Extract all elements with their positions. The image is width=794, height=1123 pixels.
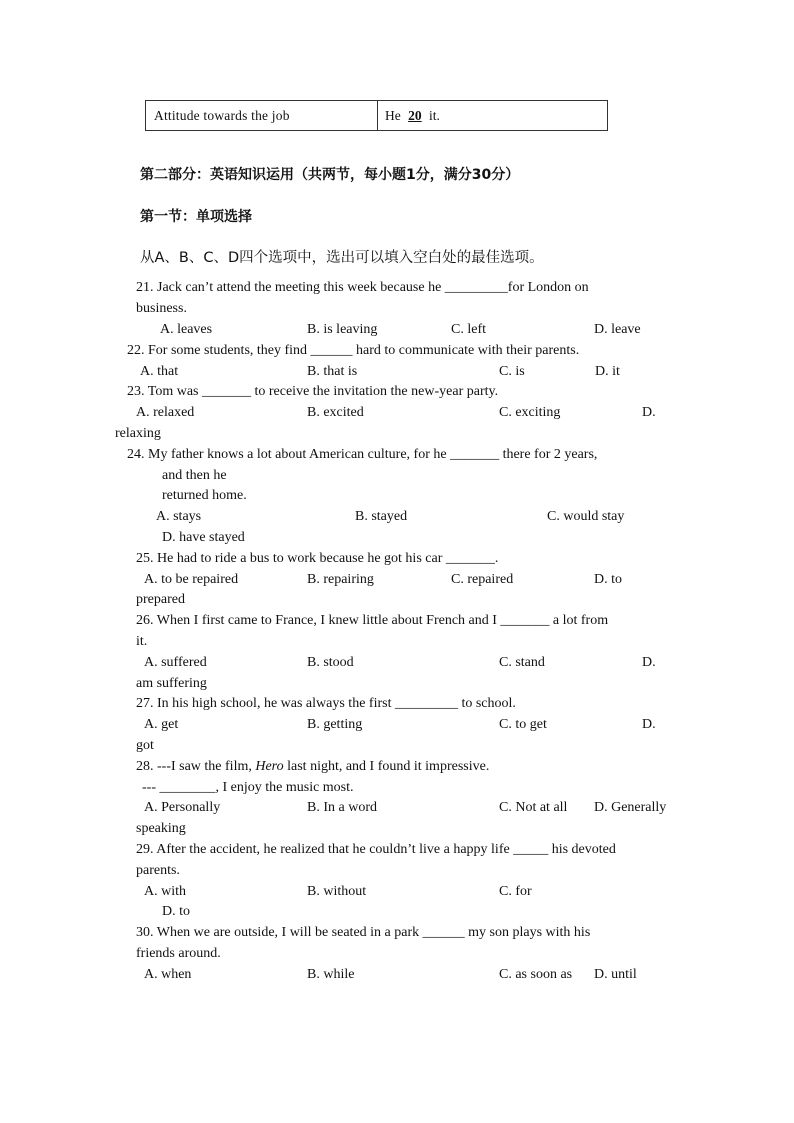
- q26-option-a: A. suffered: [144, 655, 207, 670]
- q22-option-d: D. it: [595, 364, 620, 379]
- q27-option-d-cont: got: [136, 738, 154, 753]
- question-24: 24. My father knows a lot about American culture, for he _______ there for 2 years,: [127, 447, 598, 462]
- q28-option-d: D. Generally: [594, 800, 667, 815]
- q26-option-d: D.: [642, 655, 656, 670]
- q24-option-c: C. would stay: [547, 509, 625, 524]
- question-25: 25. He had to ride a bus to work because he got his car _______.: [136, 551, 499, 566]
- q25-option-b: B. repairing: [307, 572, 374, 587]
- q23-option-a: A. relaxed: [136, 405, 195, 420]
- question-30: 30. When we are outside, I will be seated in a park ______ my son plays with his: [136, 925, 591, 940]
- q24-option-a: A. stays: [156, 509, 202, 524]
- q30-option-c: C. as soon as: [499, 967, 573, 982]
- q28-option-a: A. Personally: [144, 800, 221, 815]
- q24-option-b: B. stayed: [355, 509, 408, 524]
- question-24-cont2: returned home.: [162, 488, 247, 503]
- q27-option-d: D.: [642, 717, 656, 732]
- answer-suffix: it.: [425, 108, 440, 123]
- q29-option-d: D. to: [162, 904, 190, 919]
- instruction-text: 从A、B、C、D四个选项中，选出可以填入空白处的最佳选项。: [140, 250, 544, 266]
- table-cell-answer: [378, 101, 607, 130]
- q25-option-a: A. to be repaired: [144, 572, 239, 587]
- q29-option-c: C. for: [499, 884, 532, 899]
- q23-option-c: C. exciting: [499, 405, 561, 420]
- question-23: 23. Tom was _______ to receive the invitation the new-year party.: [127, 384, 499, 399]
- subsection-heading: 第一节：单项选择: [140, 209, 252, 225]
- question-21-cont: business.: [136, 301, 187, 316]
- q28-option-c: C. Not at all: [499, 800, 568, 815]
- question-29-cont: parents.: [136, 863, 180, 878]
- q23-option-d: D.: [642, 405, 656, 420]
- question-24-cont: and then he: [162, 468, 227, 483]
- q28-text-pre: 28. ---I saw the film,: [136, 759, 256, 774]
- q29-option-b: B. without: [307, 884, 367, 899]
- question-26: 26. When I first came to France, I knew little about French and I _______ a lot from: [136, 613, 609, 628]
- q29-option-a: A. with: [144, 884, 186, 899]
- question-30-cont: friends around.: [136, 946, 221, 961]
- q23-option-d-cont: relaxing: [115, 426, 161, 441]
- q30-option-a: A. when: [144, 967, 192, 982]
- question-21: 21. Jack can’t attend the meeting this week because he _________for London on: [136, 280, 589, 295]
- table-cell-topic: Attitude towards the job: [146, 101, 378, 130]
- question-26-cont: it.: [136, 634, 148, 649]
- q28-option-d-cont: speaking: [136, 821, 186, 836]
- question-22: 22. For some students, they find ______ hard to communicate with their parents.: [127, 343, 580, 358]
- section-heading: 第二部分：英语知识运用（共两节，每小题1分，满分30分）: [140, 167, 520, 183]
- q26-option-d-cont: am suffering: [136, 676, 207, 691]
- q21-option-a: A. leaves: [160, 322, 213, 337]
- q22-option-a: A. that: [140, 364, 179, 379]
- q25-option-d-cont: prepared: [136, 592, 185, 607]
- answer-prefix: He: [385, 108, 405, 123]
- q26-option-c: C. stand: [499, 655, 545, 670]
- blank-number: 20: [408, 108, 422, 123]
- q23-option-b: B. excited: [307, 405, 364, 420]
- q28-option-b: B. In a word: [307, 800, 377, 815]
- q25-option-c: C. repaired: [451, 572, 514, 587]
- q21-option-c: C. left: [451, 322, 486, 337]
- q27-option-c: C. to get: [499, 717, 547, 732]
- q21-option-b: B. is leaving: [307, 322, 378, 337]
- question-27: 27. In his high school, he was always the first _________ to school.: [136, 696, 516, 711]
- q30-option-d: D. until: [594, 967, 637, 982]
- q21-option-d: D. leave: [594, 322, 641, 337]
- q25-option-d: D. to: [594, 572, 622, 587]
- q27-option-a: A. get: [144, 717, 179, 732]
- q28-text-post: last night, and I found it impressive.: [283, 759, 490, 774]
- q30-option-b: B. while: [307, 967, 355, 982]
- summary-table-row: [145, 100, 608, 131]
- question-29: 29. After the accident, he realized that he couldn’t live a happy life _____ his devoted: [136, 842, 616, 857]
- film-title: Hero: [255, 759, 284, 774]
- q22-option-b: B. that is: [307, 364, 358, 379]
- q26-option-b: B. stood: [307, 655, 354, 670]
- q27-option-b: B. getting: [307, 717, 363, 732]
- q24-option-d: D. have stayed: [162, 530, 245, 545]
- question-28-cont: --- ________, I enjoy the music most.: [142, 780, 354, 795]
- q22-option-c: C. is: [499, 364, 525, 379]
- question-28: [136, 759, 489, 775]
